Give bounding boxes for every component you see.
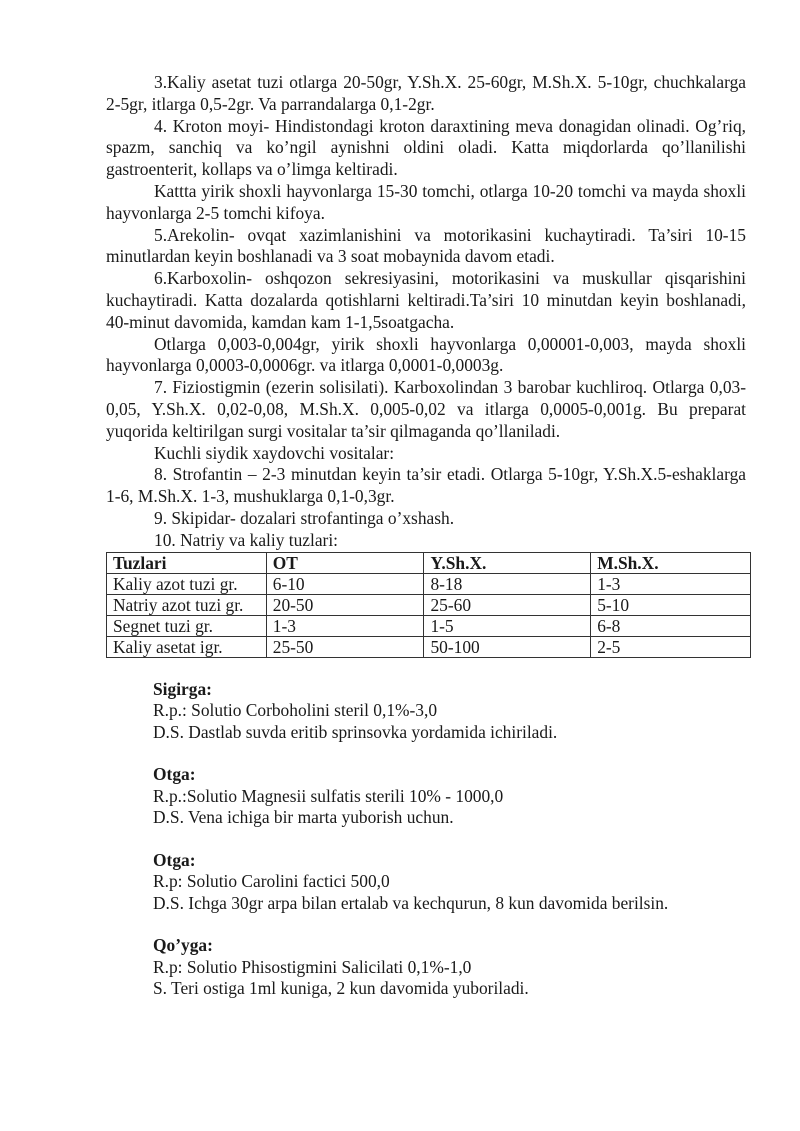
- salts-table: [106, 552, 751, 658]
- table-cell: 6-10: [266, 573, 424, 594]
- recipe-title: Otga:: [153, 764, 196, 785]
- recipe-title: Sigirga:: [153, 678, 212, 699]
- recipes-section: [153, 679, 746, 1000]
- table-row: [107, 615, 751, 636]
- document-page: [106, 72, 746, 1021]
- paragraph-kroton-moyi: 4. Kroton moyi- Hindistondagi kroton daraxtining meva donagidan olinadi. Og’riq, spazm, sanchiq va ko’ngil aynishni oldini oladi. Katta miqdorlarda qo’llanilishi gastroenterit, kollaps va o’limga keltiradi.: [106, 115, 746, 180]
- table-header-cell: OT: [266, 552, 424, 573]
- table-cell: Kaliy azot tuzi gr.: [107, 573, 267, 594]
- paragraph-arekolin: 5.Arekolin- ovqat xazimlanishini va motorikasini kuchaytiradi. Ta’siri 10-15 minutlardan keyin boshlanadi va 3 soat mobaynida davom etadi.: [106, 224, 746, 267]
- recipe-rp-line: R.p.:Solutio Magnesii sulfatis sterili 10% - 1000,0: [153, 785, 504, 806]
- recipe-qoyga: [153, 935, 746, 1000]
- table-cell: 8-18: [424, 573, 591, 594]
- paragraph-strofantin: 8. Strofantin – 2-3 minutdan keyin ta’sir etadi. Otlarga 5-10gr, Y.Sh.X.5-eshaklarga 1-6, M.Sh.X. 1-3, mushuklarga 0,1-0,3gr.: [106, 464, 746, 507]
- recipe-rp-line: R.p: Solutio Phisostigmini Salicilati 0,1%-1,0: [153, 956, 472, 977]
- table-cell: 2-5: [591, 636, 751, 657]
- paragraph-fiziostigmin: 7. Fiziostigmin (ezerin solisilati). Karboxolindan 3 barobar kuchliroq. Otlarga 0,03-0,05, Y.Sh.X. 0,02-0,08, M.Sh.X. 0,005-0,02 va itlarga 0,0005-0,001g. Bu preparat yuqorida keltirilgan surgi vositalar ta’sir qilmaganda qo’llaniladi.: [106, 377, 746, 441]
- table-row: [107, 636, 751, 657]
- table-header-cell: Tuzlari: [107, 552, 267, 573]
- paragraph-kroton-dozasi: Kattta yirik shoxli hayvonlarga 15-30 tomchi, otlarga 10-20 tomchi va mayda shoxli hayvonlarga 2-5 tomchi kifoya.: [106, 180, 746, 223]
- recipe-otga-magnesii: [153, 764, 746, 829]
- recipe-rp-line: R.p.: Solutio Corboholini steril 0,1%-3,0: [153, 700, 438, 721]
- recipe-title: Otga:: [153, 849, 196, 870]
- recipe-title: Qo’yga:: [153, 935, 213, 956]
- table-cell: 1-5: [424, 615, 591, 636]
- paragraph-karboxolin: 6.Karboxolin- oshqozon sekresiyasini, motorikasini va muskullar qisqarishini kuchaytiradi. Katta dozalarda qotishlarni keltiradi.Ta’siri 10 minutdan keyin boshlanadi, 40-minut davomida, kamdan kam 1-1,5soatgacha.: [106, 268, 746, 332]
- paragraph-skipidar: 9. Skipidar- dozalari strofantinga o’xshash.: [154, 507, 455, 528]
- table-cell: Kaliy asetat igr.: [107, 636, 267, 657]
- recipe-ds-line: D.S. Dastlab suvda eritib sprinsovka yordamida ichiriladi.: [153, 721, 558, 742]
- table-cell: Segnet tuzi gr.: [107, 615, 267, 636]
- table-cell: 1-3: [266, 615, 424, 636]
- table-cell: 50-100: [424, 636, 591, 657]
- table-cell: 5-10: [591, 594, 751, 615]
- recipe-ds-line: S. Teri ostiga 1ml kuniga, 2 kun davomida yuboriladi.: [153, 978, 529, 999]
- table-cell: 1-3: [591, 573, 751, 594]
- table-row: [107, 594, 751, 615]
- recipe-ds-line: D.S. Ichga 30gr arpa bilan ertalab va kechqurun, 8 kun davomida berilsin.: [153, 892, 669, 913]
- recipe-sigirga: [153, 679, 746, 744]
- table-cell: 25-60: [424, 594, 591, 615]
- table-header-row: [107, 552, 751, 573]
- recipe-rp-line: R.p: Solutio Carolini factici 500,0: [153, 871, 390, 892]
- table-header-cell: M.Sh.X.: [591, 552, 751, 573]
- table-cell: 25-50: [266, 636, 424, 657]
- table-cell: 6-8: [591, 615, 751, 636]
- paragraph-kaliy-asetat: 3.Kaliy asetat tuzi otlarga 20-50gr, Y.Sh.X. 25-60gr, M.Sh.X. 5-10gr, chuchkalarga 2-5gr, itlarga 0,5-2gr. Va parrandalarga 0,1-2gr.: [106, 72, 746, 114]
- paragraph-siydik-heading: Kuchli siydik xaydovchi vositalar:: [154, 442, 395, 463]
- table-row: [107, 573, 751, 594]
- recipe-otga-carolini: [153, 850, 746, 915]
- paragraph-natriy-kaliy: 10. Natriy va kaliy tuzlari:: [154, 529, 338, 550]
- table-cell: Natriy azot tuzi gr.: [107, 594, 267, 615]
- paragraph-karboxolin-dozasi: Otlarga 0,003-0,004gr, yirik shoxli hayvonlarga 0,00001-0,003, mayda shoxli hayvonlarga 0,0003-0,0006gr. va itlarga 0,0001-0,0003g.: [106, 333, 746, 376]
- table-cell: 20-50: [266, 594, 424, 615]
- recipe-ds-line: D.S. Vena ichiga bir marta yuborish uchun.: [153, 807, 454, 828]
- table-header-cell: Y.Sh.X.: [424, 552, 591, 573]
